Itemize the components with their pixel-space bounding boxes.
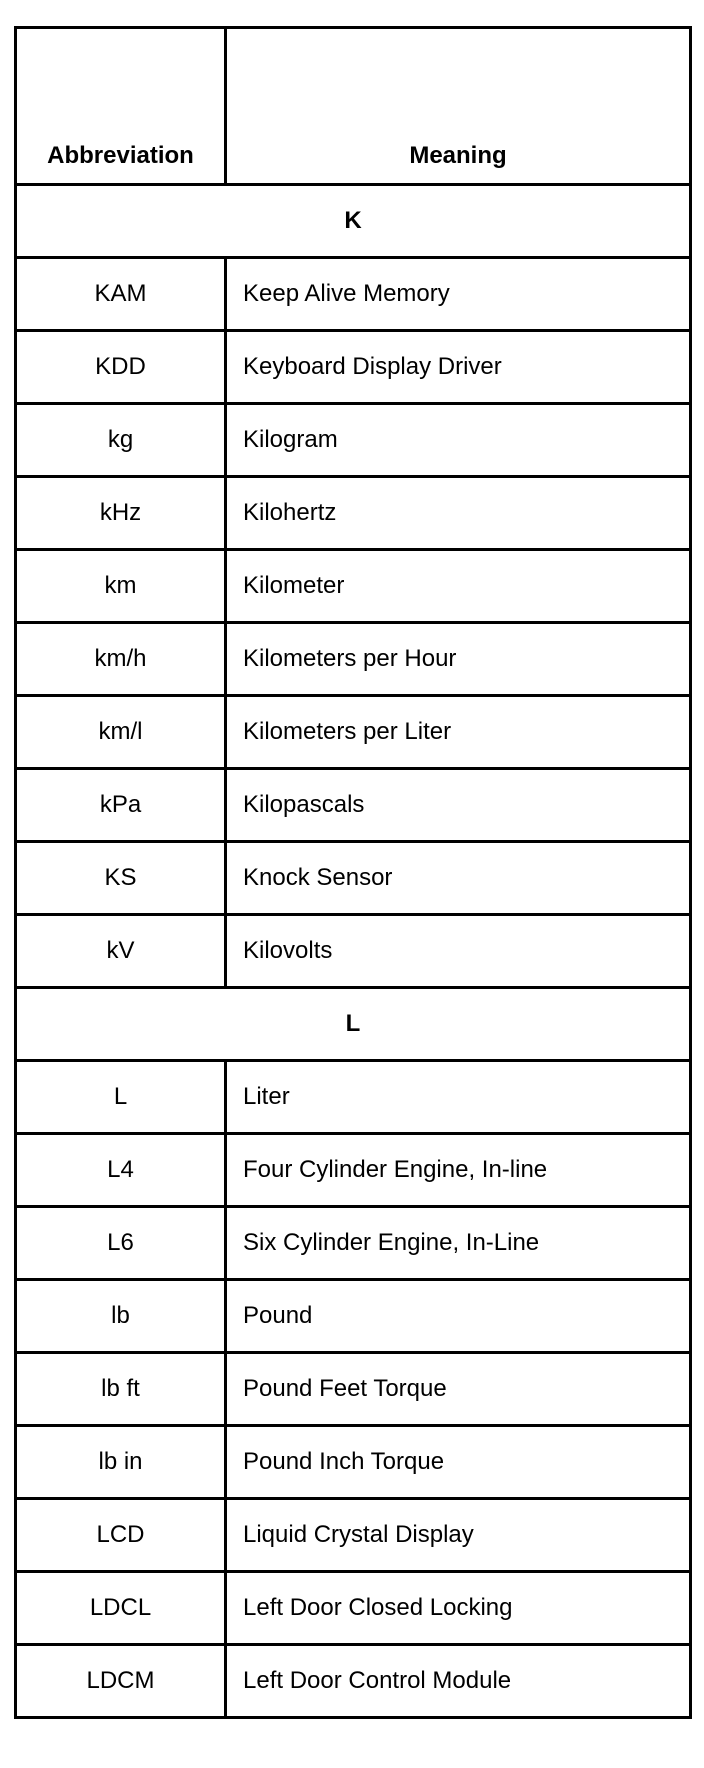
section-letter: K — [16, 185, 691, 258]
meaning-cell: Kilohertz — [226, 477, 691, 550]
meaning-column-header: Meaning — [226, 28, 691, 185]
abbreviation-cell: kHz — [16, 477, 226, 550]
abbreviation-cell: kV — [16, 915, 226, 988]
abbreviation-cell: L — [16, 1061, 226, 1134]
abbreviation-cell: km/h — [16, 623, 226, 696]
abbreviation-cell: km/l — [16, 696, 226, 769]
table-row — [16, 1645, 691, 1718]
abbreviation-table — [14, 26, 692, 1719]
abbreviation-cell: km — [16, 550, 226, 623]
table-row — [16, 1207, 691, 1280]
meaning-cell: Kilometers per Liter — [226, 696, 691, 769]
table-header-row — [16, 28, 691, 185]
abbreviation-cell: LDCL — [16, 1572, 226, 1645]
table-row — [16, 1572, 691, 1645]
abbreviation-cell: lb ft — [16, 1353, 226, 1426]
abbreviation-cell: LCD — [16, 1499, 226, 1572]
table-row — [16, 1280, 691, 1353]
table-row — [16, 623, 691, 696]
abbreviation-cell: KS — [16, 842, 226, 915]
table-row — [16, 1353, 691, 1426]
table-row — [16, 404, 691, 477]
meaning-cell: Kilovolts — [226, 915, 691, 988]
section-letter: L — [16, 988, 691, 1061]
abbreviation-cell: kPa — [16, 769, 226, 842]
meaning-cell: Kilopascals — [226, 769, 691, 842]
meaning-cell: Pound Inch Torque — [226, 1426, 691, 1499]
meaning-cell: Kilometer — [226, 550, 691, 623]
meaning-cell: Kilometers per Hour — [226, 623, 691, 696]
meaning-cell: Keep Alive Memory — [226, 258, 691, 331]
table-row — [16, 769, 691, 842]
table-row — [16, 258, 691, 331]
abbreviation-column-header: Abbreviation — [16, 28, 226, 185]
table-row — [16, 550, 691, 623]
meaning-cell: Pound — [226, 1280, 691, 1353]
abbreviation-cell: L4 — [16, 1134, 226, 1207]
abbreviation-cell: lb in — [16, 1426, 226, 1499]
meaning-cell: Liquid Crystal Display — [226, 1499, 691, 1572]
table-row — [16, 1426, 691, 1499]
section-header-row — [16, 185, 691, 258]
abbreviation-cell: LDCM — [16, 1645, 226, 1718]
table-row — [16, 477, 691, 550]
abbreviation-cell: KDD — [16, 331, 226, 404]
abbreviation-cell: lb — [16, 1280, 226, 1353]
section-header-row — [16, 988, 691, 1061]
meaning-cell: Four Cylinder Engine, In-line — [226, 1134, 691, 1207]
abbreviation-cell: L6 — [16, 1207, 226, 1280]
table-row — [16, 696, 691, 769]
meaning-cell: Left Door Closed Locking — [226, 1572, 691, 1645]
table-row — [16, 842, 691, 915]
meaning-cell: Pound Feet Torque — [226, 1353, 691, 1426]
table-body — [16, 185, 691, 1718]
table-row — [16, 331, 691, 404]
meaning-cell: Knock Sensor — [226, 842, 691, 915]
table-row — [16, 915, 691, 988]
meaning-cell: Six Cylinder Engine, In-Line — [226, 1207, 691, 1280]
abbreviation-cell: KAM — [16, 258, 226, 331]
meaning-cell: Keyboard Display Driver — [226, 331, 691, 404]
meaning-cell: Liter — [226, 1061, 691, 1134]
abbreviation-cell: kg — [16, 404, 226, 477]
meaning-cell: Left Door Control Module — [226, 1645, 691, 1718]
table-row — [16, 1499, 691, 1572]
table-row — [16, 1061, 691, 1134]
table-row — [16, 1134, 691, 1207]
meaning-cell: Kilogram — [226, 404, 691, 477]
